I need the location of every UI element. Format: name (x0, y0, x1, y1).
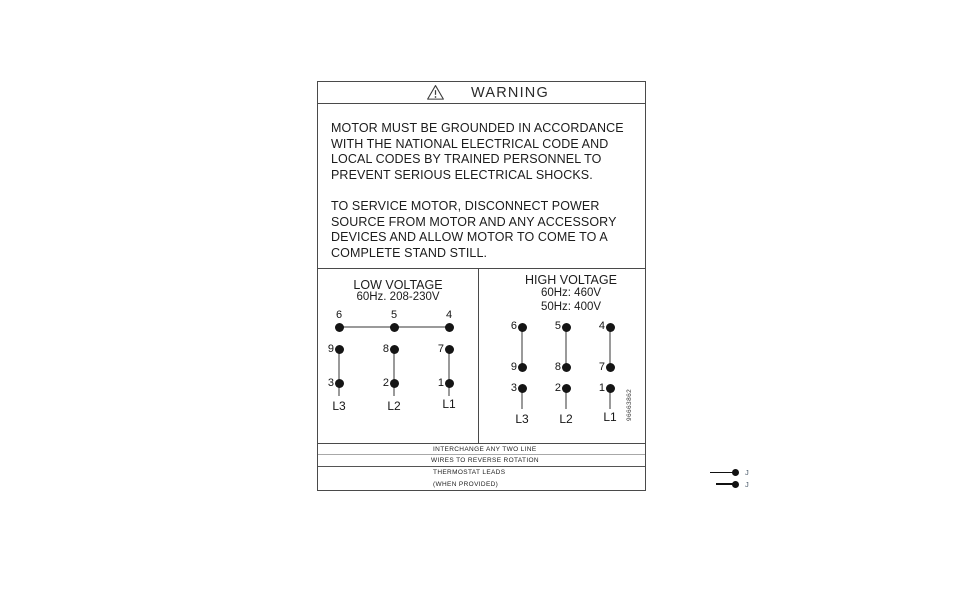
lead-line-4-7 (609, 327, 611, 367)
line-label-l3: L3 (332, 399, 346, 413)
terminal-dot-1 (606, 384, 615, 393)
terminal-label-3: 3 (327, 377, 334, 389)
terminal-label-8: 8 (382, 343, 389, 355)
safety-text-section (318, 104, 645, 269)
motor-warning-label (317, 81, 750, 491)
high-voltage-title: HIGH VOLTAGE (525, 273, 617, 287)
terminal-label-3: 3 (510, 382, 517, 394)
terminal-label-2: 2 (554, 382, 561, 394)
high-voltage-diagram (478, 269, 645, 443)
line-label-l1: L1 (603, 410, 617, 424)
high-voltage-rating-50hz: 50Hz: 400V (540, 301, 602, 313)
lead-line-7-1 (448, 349, 450, 396)
lead-line-8-2 (393, 349, 395, 396)
lead-line-5-8 (565, 327, 567, 367)
terminal-dot-5 (390, 323, 399, 332)
terminal-label-2: 2 (382, 377, 389, 389)
lead-terminal-dot (732, 481, 739, 488)
line-label-l2: L2 (559, 412, 573, 426)
line-label-l2: L2 (387, 399, 401, 413)
part-number: 96663862 (626, 388, 633, 421)
low-voltage-rating: 60Hz. 208-230V (356, 291, 440, 303)
lead-label-j: J (745, 468, 750, 477)
terminal-dot-9 (518, 363, 527, 372)
terminal-dot-8 (390, 345, 399, 354)
terminal-label-6: 6 (510, 320, 517, 332)
terminal-dot-5 (562, 323, 571, 332)
low-voltage-title: LOW VOLTAGE (353, 278, 443, 292)
lead-wire (710, 472, 734, 474)
wiring-diagrams-section (318, 269, 645, 444)
grounding-paragraph: MOTOR MUST BE GROUNDED IN ACCORDANCE WITH THE NATIONAL ELECTRICAL CODE AND LOCAL CODES BY TRAINED PERSONNEL TO PREVENT SERIOUS ELECTRICAL SHOCKS. (331, 121, 624, 182)
terminal-dot-3 (518, 384, 527, 393)
terminal-dot-3 (335, 379, 344, 388)
terminal-dot-2 (562, 384, 571, 393)
terminal-label-4: 4 (598, 320, 605, 332)
thermostat-row-2: (WHEN PROVIDED) J (433, 479, 750, 489)
terminal-dot-4 (606, 323, 615, 332)
lead-terminal-dot (732, 469, 739, 476)
terminal-label-7: 7 (598, 361, 605, 373)
line-label-l3: L3 (515, 412, 529, 426)
terminal-label-4: 4 (445, 309, 453, 321)
lead-line-6-9 (521, 327, 523, 367)
terminal-label-6: 6 (335, 309, 343, 321)
terminal-dot-8 (562, 363, 571, 372)
lead-line-9-3 (338, 349, 340, 396)
high-voltage-rating-60hz: 60Hz: 460V (540, 287, 602, 299)
warning-header (318, 82, 645, 104)
terminal-dot-2 (390, 379, 399, 388)
low-voltage-diagram (318, 269, 478, 443)
terminal-dot-6 (335, 323, 344, 332)
warning-title: WARNING (471, 84, 549, 101)
line-label-l1: L1 (442, 397, 456, 411)
terminal-dot-9 (335, 345, 344, 354)
service-paragraph: TO SERVICE MOTOR, DISCONNECT POWER SOURCE FROM MOTOR AND ANY ACCESSORY DEVICES AND ALLOW MOTOR TO COME TO A COMPLETE STAND STILL. (331, 199, 617, 260)
terminal-label-1: 1 (598, 382, 605, 394)
rotation-note-row-1: INTERCHANGE ANY TWO LINE (318, 444, 645, 455)
terminal-label-7: 7 (437, 343, 444, 355)
terminal-label-5: 5 (390, 309, 398, 321)
terminal-label-8: 8 (554, 361, 561, 373)
terminal-label-9: 9 (327, 343, 334, 355)
rotation-note-row-2: WIRES TO REVERSE ROTATION (318, 455, 645, 467)
terminal-dot-1 (445, 379, 454, 388)
terminal-label-5: 5 (554, 320, 561, 332)
warning-triangle-icon (426, 84, 445, 101)
terminal-dot-6 (518, 323, 527, 332)
terminal-dot-4 (445, 323, 454, 332)
thermostat-row-1: THERMOSTAT LEADS J (433, 468, 750, 477)
terminal-dot-7 (606, 363, 615, 372)
terminal-label-1: 1 (437, 377, 444, 389)
terminal-dot-7 (445, 345, 454, 354)
terminal-label-9: 9 (510, 361, 517, 373)
lead-label-j: J (745, 479, 750, 489)
